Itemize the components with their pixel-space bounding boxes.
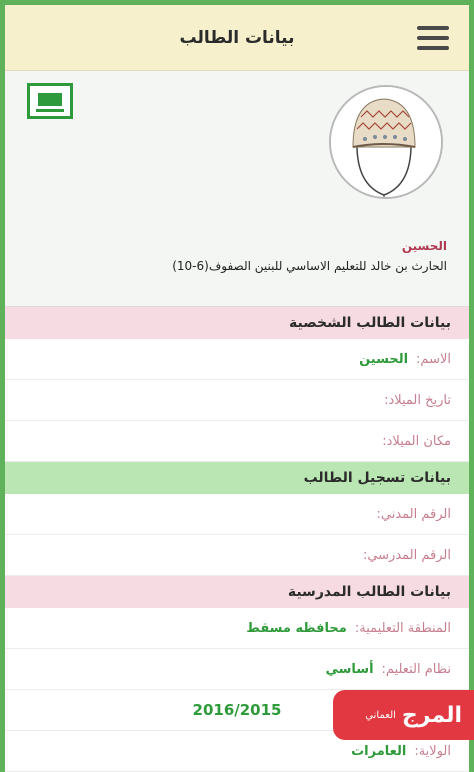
watermark-subtext: العماني [365, 709, 396, 721]
field-value: العامرات [351, 743, 407, 759]
student-profile [5, 71, 469, 307]
section-header-personal: بيانات الطالب الشخصية [5, 307, 469, 339]
section-header-registration: بيانات تسجيل الطالب [5, 462, 469, 494]
field-birth-date [5, 380, 469, 421]
field-civil-number [5, 494, 469, 535]
field-value: الحسين [359, 351, 409, 367]
field-school-number [5, 535, 469, 576]
field-label: نظام التعليم: [381, 661, 451, 677]
field-label: تاريخ الميلاد: [384, 392, 451, 408]
field-label: الولاية: [414, 743, 451, 759]
page-title: بيانات الطالب [179, 27, 295, 48]
field-value: 2016/2015 [192, 701, 282, 719]
id-card-icon[interactable] [27, 83, 73, 119]
field-label: مكان الميلاد: [382, 433, 451, 449]
student-name: الحسين [401, 239, 447, 253]
field-birth-place [5, 421, 469, 462]
field-label: المنطقة التعليمية: [354, 620, 451, 636]
field-label: الرقم المدني: [376, 506, 451, 522]
field-value: محافظه مسقط [246, 620, 347, 636]
field-label: الرقم المدرسي: [362, 547, 451, 563]
hamburger-menu-icon[interactable] [417, 26, 449, 50]
watermark-text: المرج [401, 702, 462, 728]
avatar [329, 85, 443, 199]
field-name [5, 339, 469, 380]
field-label: الاسم: [416, 351, 451, 367]
field-system [5, 649, 469, 690]
field-region [5, 608, 469, 649]
app-header [5, 5, 469, 71]
school-name: الحارث بن خالد للتعليم الاساسي للبنين الصفوف(6-10) [172, 259, 447, 273]
watermark-logo [333, 690, 474, 740]
section-header-school: بيانات الطالب المدرسية [5, 576, 469, 608]
field-value: أساسي [325, 661, 374, 677]
